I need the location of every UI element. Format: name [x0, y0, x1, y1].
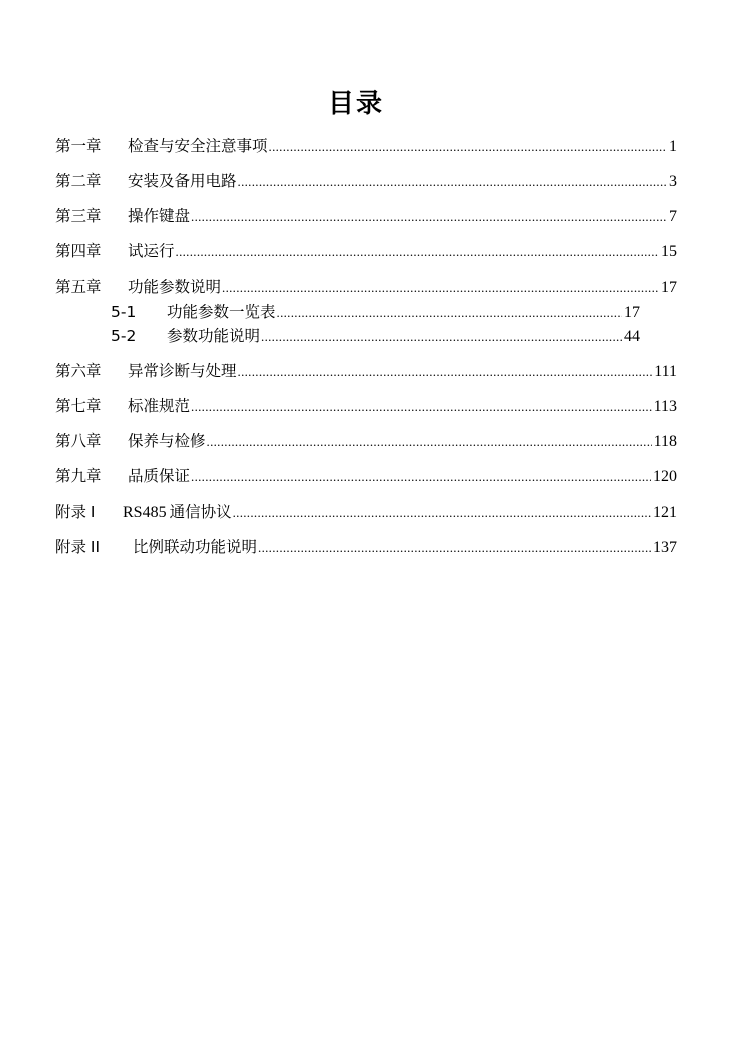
chapter-title: 试运行: [128, 242, 175, 260]
toc-entry-label: [55, 394, 190, 418]
toc-entry-chapter-5[interactable]: [55, 275, 677, 299]
toc-entry-label: [55, 359, 237, 383]
page-number: 3: [669, 173, 677, 190]
page-number: 1: [669, 138, 677, 155]
page-number: 121: [653, 504, 677, 521]
page-number: 7: [669, 208, 677, 225]
toc-entry-chapter-6[interactable]: [55, 359, 677, 383]
toc-entry-section-5-1[interactable]: [111, 300, 640, 324]
toc-entry-chapter-7[interactable]: [55, 394, 677, 418]
chapter-title: 检查与安全注意事项: [128, 137, 268, 155]
dot-leader: [207, 430, 652, 454]
page-number: 15: [661, 243, 677, 260]
page-number: 118: [653, 433, 677, 450]
toc-entry-chapter-9[interactable]: [55, 464, 677, 488]
chapter-title: 操作键盘: [128, 207, 191, 225]
dot-leader: [176, 240, 659, 264]
toc-entry-chapter-2[interactable]: [55, 169, 677, 193]
toc-entry-label: [111, 300, 276, 324]
toc-entry-label: [111, 324, 260, 348]
toc-entry-label: [55, 204, 190, 228]
appendix-title-prefix: RS485: [123, 504, 167, 521]
toc-entry-label: [55, 535, 257, 559]
page-number: 111: [654, 363, 677, 380]
toc-entry-label: [55, 275, 221, 299]
toc-entry-label: [55, 500, 232, 525]
chapter-title: 品质保证: [128, 467, 191, 485]
chapter-number: 第四章: [55, 242, 102, 260]
toc-entry-label: [55, 429, 206, 453]
toc-entry-label: [55, 239, 175, 263]
page-number: 44: [624, 328, 640, 345]
dot-leader: [222, 276, 659, 300]
page-number: 120: [653, 468, 677, 485]
chapter-title: 标准规范: [128, 397, 191, 415]
section-title: 功能参数一览表: [167, 303, 276, 321]
toc-entry-appendix-2[interactable]: [55, 535, 677, 559]
chapter-number: 第六章: [55, 362, 102, 380]
toc-entry-label: [55, 169, 237, 193]
toc-entry-chapter-4[interactable]: [55, 239, 677, 263]
dot-leader: [238, 170, 667, 194]
section-number: 5-1: [111, 303, 137, 321]
section-title: 参数功能说明: [167, 327, 261, 345]
appendix-title: 通信协议: [169, 503, 232, 521]
dot-leader: [191, 205, 667, 229]
dot-leader: [238, 360, 653, 384]
dot-leader: [261, 325, 622, 349]
toc-entry-section-5-2[interactable]: [111, 324, 640, 348]
dot-leader: [191, 395, 652, 419]
toc-entry-label: [55, 464, 190, 488]
chapter-title: 保养与检修: [128, 432, 206, 450]
chapter-title: 安装及备用电路: [128, 172, 237, 190]
toc-entry-chapter-8[interactable]: [55, 429, 677, 453]
chapter-number: 第八章: [55, 432, 102, 450]
chapter-number: 第二章: [55, 172, 102, 190]
chapter-title: 功能参数说明: [128, 278, 222, 296]
appendix-title: 比例联动功能说明: [133, 538, 258, 556]
dot-leader: [191, 465, 651, 489]
chapter-number: 第三章: [55, 207, 102, 225]
page-number: 17: [661, 279, 677, 296]
section-number: 5-2: [111, 327, 137, 345]
toc-entry-appendix-1[interactable]: [55, 500, 677, 524]
chapter-number: 第七章: [55, 397, 102, 415]
chapter-number: 第五章: [55, 278, 102, 296]
page-number: 137: [653, 539, 677, 556]
dot-leader: [233, 501, 651, 525]
chapter-number: 第九章: [55, 467, 102, 485]
toc-entry-chapter-1[interactable]: [55, 134, 677, 158]
toc-entry-label: [55, 134, 268, 158]
page-number: 113: [653, 398, 677, 415]
appendix-number: 附录 II: [55, 538, 101, 556]
dot-leader: [258, 536, 651, 560]
dot-leader: [277, 301, 622, 325]
page-number: 17: [624, 304, 640, 321]
page-title: 目录: [327, 89, 384, 119]
dot-leader: [269, 135, 667, 159]
chapter-number: 第一章: [55, 137, 102, 155]
chapter-title: 异常诊断与处理: [128, 362, 237, 380]
appendix-number: 附录 I: [55, 503, 96, 521]
toc-entry-chapter-3[interactable]: [55, 204, 677, 228]
